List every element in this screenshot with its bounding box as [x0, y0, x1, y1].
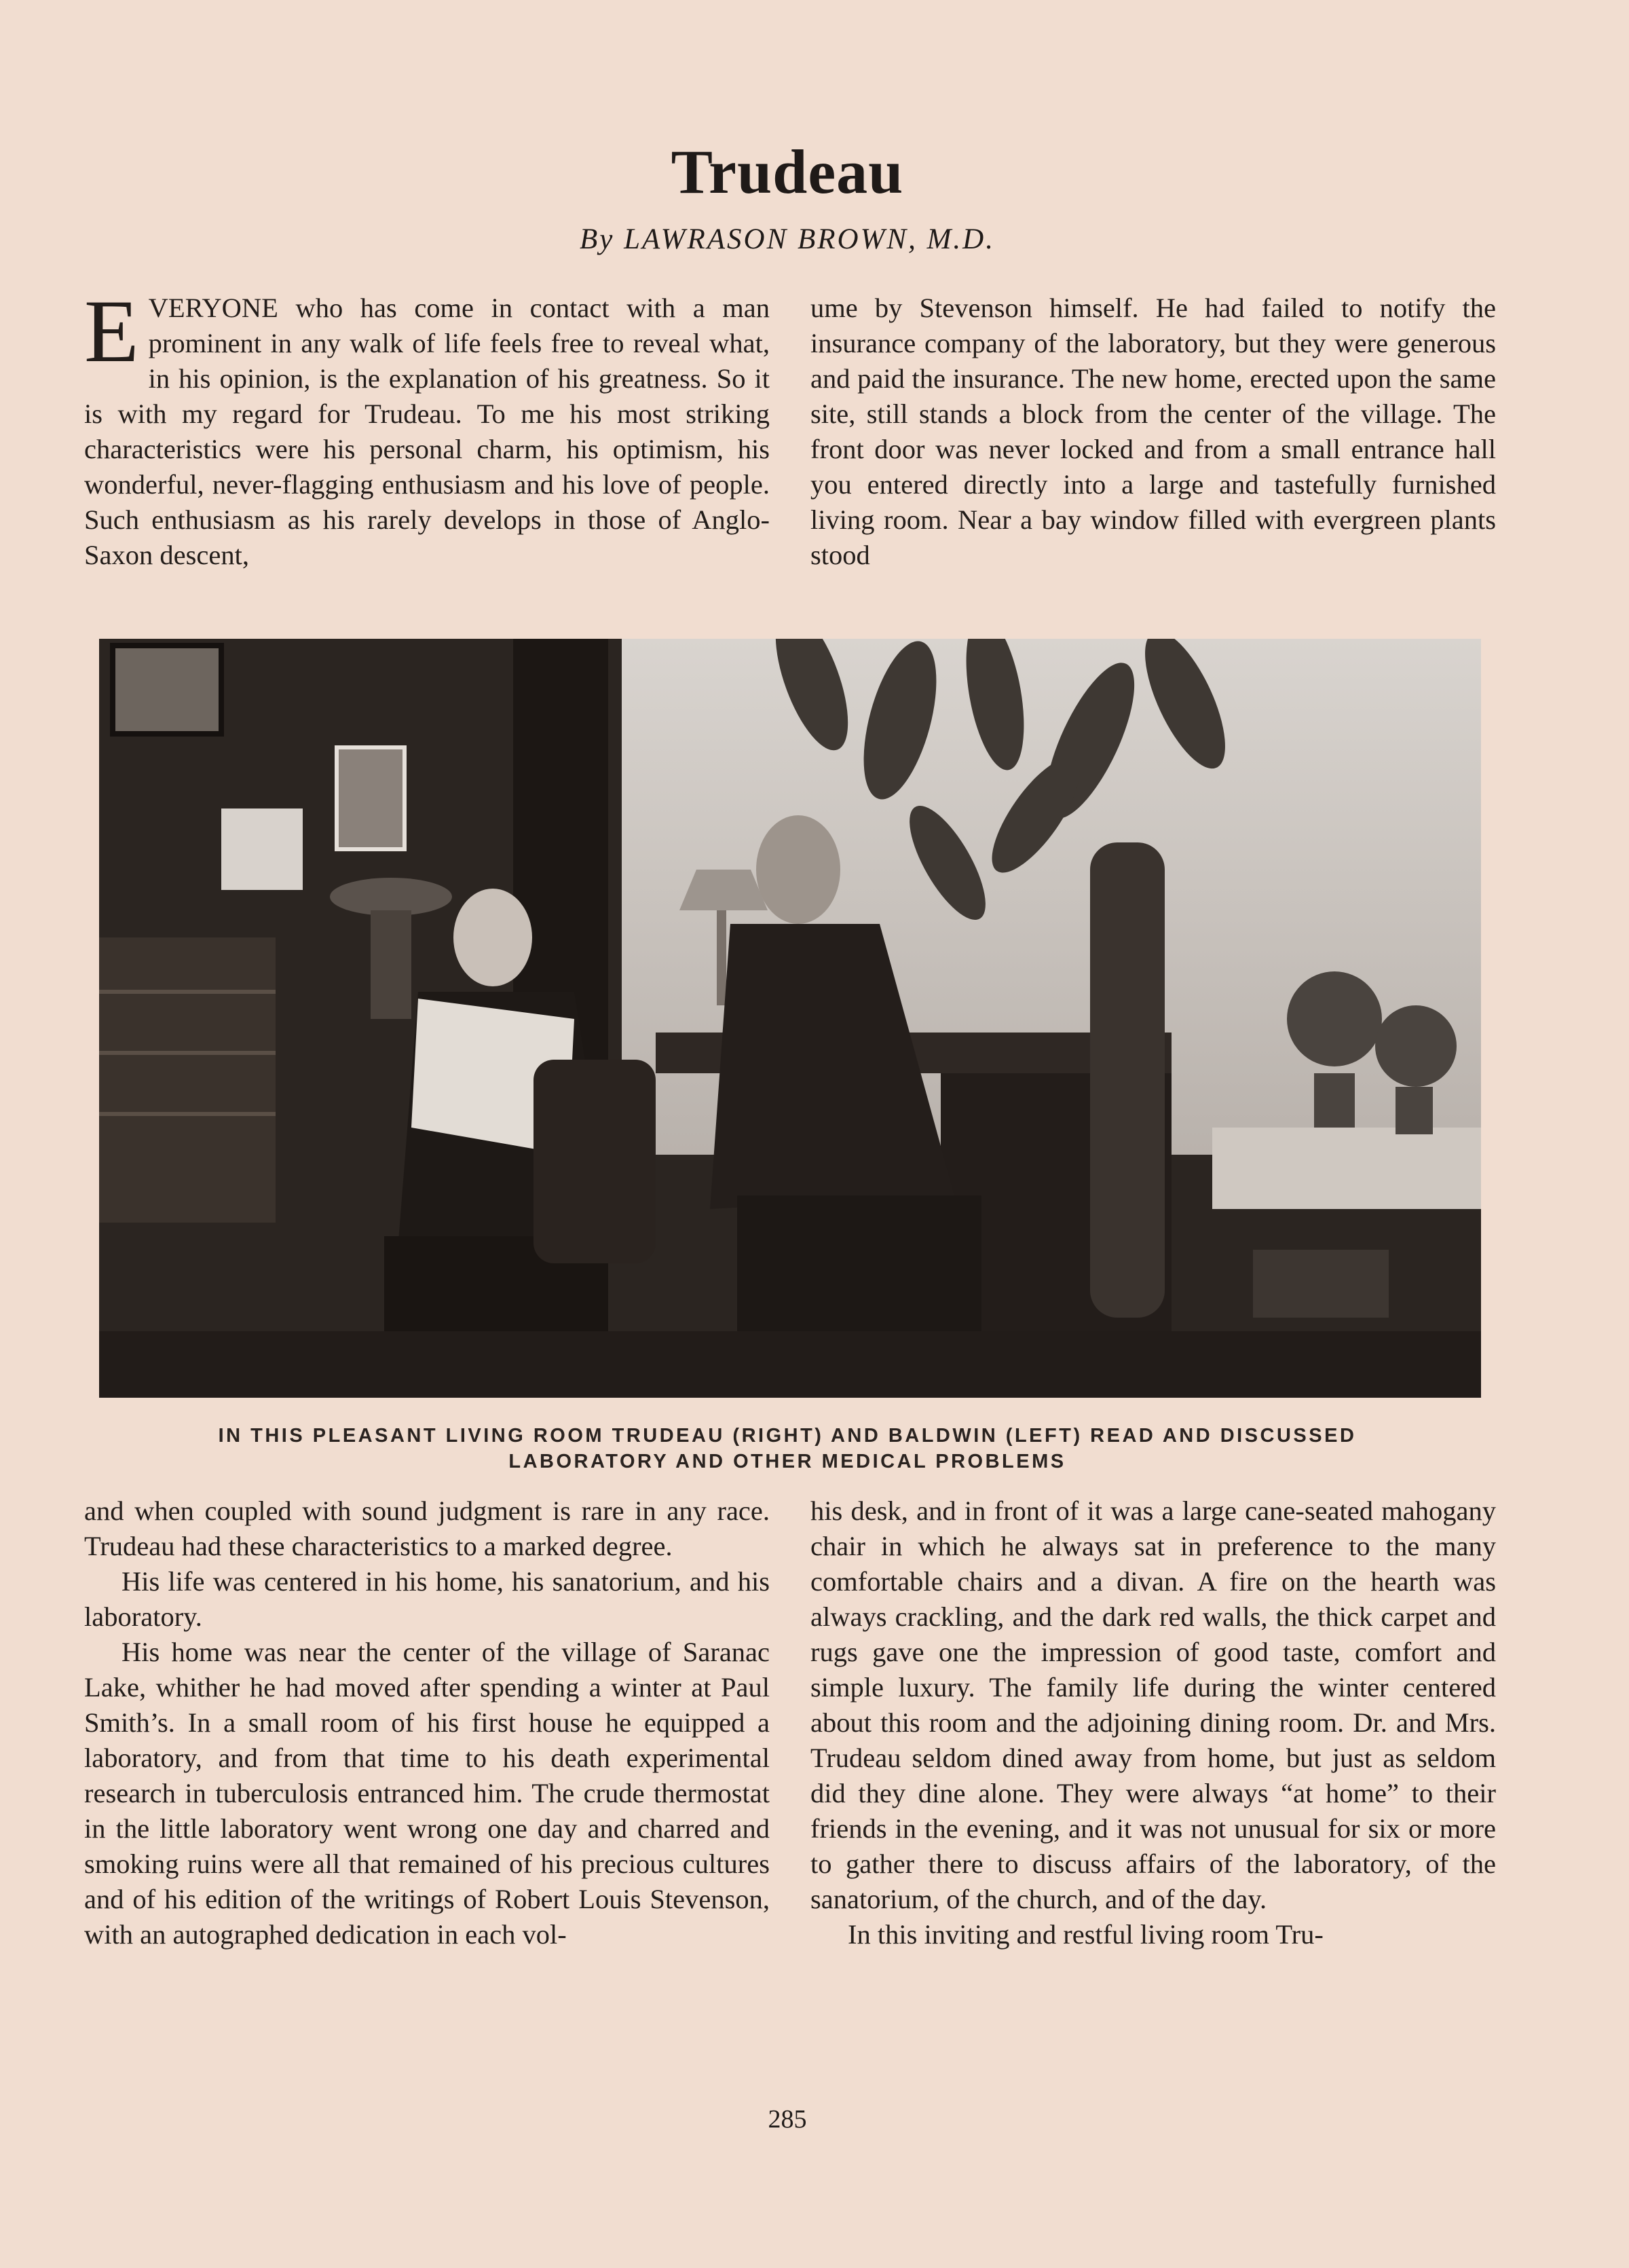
photo-caption — [88, 1423, 1486, 1474]
page-number: 285 — [768, 2105, 807, 2134]
window-sill — [1212, 1128, 1481, 1209]
framed-picture — [221, 808, 303, 890]
caption-line: LABORATORY AND OTHER MEDICAL PROBLEMS — [508, 1451, 1066, 1472]
paragraph-text: VERYONE who has come in contact with a man prominent in any walk of life feels free to reveal what, in his opinion, is the explanation of his greatness. So it is with my regard for Trudeau. To me his most striking characteristics were his personal charm, his optimism, his wonderful, never-flagging enthusiasm and his love of people. Such enthusiasm as his rarely develops in those of Anglo-Saxon descent, — [84, 293, 770, 570]
paragraph — [84, 281, 770, 573]
article-byline: By LAWRASON BROWN, M.D. — [580, 223, 995, 255]
drop-cap: E — [84, 281, 139, 381]
cane-chair — [1090, 842, 1165, 1318]
paragraph: ume by Stevenson himself. He had failed to notify the insurance company of the laboratory, but they were generous and paid the insurance. The new home, erected upon the same site, still stands a block from the center of the village. The front door was never locked and from a small entrance hall you entered directly into a large and tastefully furnished living room. Near a bay window filled with evergreen plants stood — [810, 293, 1496, 570]
article-title: Trudeau — [671, 137, 904, 206]
paragraph: In this inviting and restful living room Tru- — [848, 1919, 1324, 1950]
paragraph: His home was near the center of the village of Saranac Lake, whither he had moved after spending a winter at Paul Smith’s. In a small room of his first house he equipped a laboratory, and from that time to his death experimental research in tuberculosis entranced him. The crude thermostat in the little laboratory went wrong one day and charred and smoking ruins were all that remained of his precious cultures and of his edition of the writings of Robert Louis Stevenson, with an autographed dedication in each vol- — [84, 1637, 770, 1950]
column-top-left — [84, 281, 770, 573]
framed-picture — [337, 747, 405, 849]
armchair — [533, 1060, 656, 1263]
floor-carpet — [99, 1331, 1481, 1398]
column-bottom-left — [84, 1493, 770, 1952]
column-bottom-right — [810, 1493, 1496, 1952]
living-room-photograph — [99, 639, 1481, 1398]
framed-picture — [113, 646, 221, 734]
column-top-right — [810, 291, 1496, 573]
caption-line: IN THIS PLEASANT LIVING ROOM TRUDEAU (RIGHT) AND BALDWIN (LEFT) READ AND DISCUSSED — [218, 1425, 1357, 1447]
paragraph: his desk, and in front of it was a large cane-seated mahogany chair in which he always sat in preference to the many comfortable chairs and a divan. A fire on the hearth was always crackling, and the dark red walls, the thick carpet and rugs gave one the impression of good taste, comfort and simple luxury. The family life during the winter centered about this room and the adjoining dining room. Dr. and Mrs. Trudeau seldom dined away from home, but just as seldom did they dine alone. They were always “at home” to their friends in the evening, and it was not unusual for six or more to gather there to discuss affairs of the laboratory, of the sanatorium, of the church, and of the day. — [810, 1495, 1496, 1914]
stack-of-books — [1253, 1250, 1389, 1318]
bookshelf — [99, 937, 276, 1223]
paragraph: and when coupled with sound judgment is rare in any race. Trudeau had these characteristics to a marked degree. — [84, 1495, 770, 1561]
photo-illustration — [99, 639, 1481, 1398]
table-lamp — [330, 878, 452, 916]
paragraph: His life was centered in his home, his sanatorium, and his laboratory. — [84, 1566, 770, 1632]
